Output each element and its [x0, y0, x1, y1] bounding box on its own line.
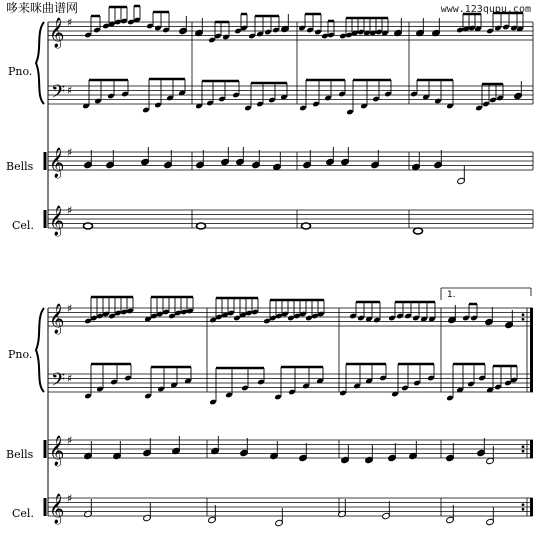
bass-beam-s1-d — [244, 83, 288, 111]
celesta-whole-note-s1-0 — [84, 223, 93, 229]
treble-beam-s1-k — [456, 14, 482, 33]
repeat-dot-lower-2 — [522, 508, 525, 511]
bass-beam-s2-c — [209, 368, 265, 405]
bass-beam-s2-h — [486, 366, 518, 393]
bass-beam-s1-b — [142, 79, 186, 113]
treble-beam-s2-c — [209, 298, 259, 323]
celesta-whole-note-s1-1 — [197, 223, 206, 229]
site-name: 哆来咪曲谱网 — [6, 1, 79, 15]
treble-beam-s1-d — [146, 12, 170, 33]
treble-beam-s2-b — [144, 297, 194, 322]
bass-beam-s1-g — [410, 80, 454, 109]
bass-beam-s2-g — [446, 364, 486, 401]
treble-clef-icon-piano-2: 𝄞 — [49, 304, 65, 334]
key-sharp-1-1: ♯ — [67, 146, 73, 159]
treble-beam-s2-a — [84, 297, 134, 324]
instrument-label-celesta-system2: Cel. — [12, 507, 34, 520]
celesta-whole-note-s1-2 — [302, 223, 311, 229]
instrument-label-piano-system2: Pno. — [8, 348, 33, 361]
treble-clef-icon-bells-1: 𝄞 — [49, 148, 65, 178]
instrument-label-bells-system2: Bells — [6, 448, 34, 461]
bass-beam-s1-a — [82, 80, 129, 109]
key-sharp-bass-2: ♯ — [67, 372, 73, 385]
bass-beam-s1-h — [475, 84, 504, 111]
repeat-thick-line-2 — [530, 498, 533, 516]
site-url: www.123qupu.com — [440, 4, 531, 15]
treble-beam-s2-d — [263, 300, 325, 324]
celesta-whole-note-s1-3 — [414, 228, 423, 234]
repeat-dot-lower-0 — [522, 318, 525, 321]
treble-clef-icon-piano-1: 𝄞 — [49, 18, 65, 48]
treble-beam-s2-f — [388, 302, 436, 322]
bass-beam-s2-d — [274, 367, 324, 400]
repeat-dot-upper-0 — [522, 313, 525, 316]
repeat-dot-upper-1 — [522, 445, 525, 448]
staff-celesta-2 — [48, 498, 533, 516]
piano-brace-2 — [36, 308, 44, 392]
key-sharp-2-2: ♯ — [67, 492, 73, 505]
volta-label: 1. — [447, 290, 456, 300]
instrument-label-piano-system1: Pno. — [8, 65, 33, 78]
treble-beam-s1-i — [321, 21, 335, 39]
instrument-label-bells-system1: Bells — [6, 160, 34, 173]
treble-clef-icon-bells-2: 𝄞 — [49, 436, 65, 466]
key-sharp-2-1: ♯ — [67, 434, 73, 447]
treble-beam-s1-h — [298, 14, 322, 35]
repeat-dot-lower-1 — [522, 450, 525, 453]
instrument-label-celesta-system1: Cel. — [12, 219, 34, 232]
treble-beam-s1-j — [339, 18, 389, 39]
staff-celesta-1 — [48, 210, 533, 228]
repeat-dot-upper-2 — [522, 503, 525, 506]
piano-brace-1 — [36, 22, 44, 104]
bass-beam-s2-a — [84, 364, 132, 399]
repeat-thick-line-0 — [530, 308, 533, 392]
treble-beam-s1-c — [127, 6, 141, 25]
treble-clef-icon-celesta-2: 𝄞 — [49, 494, 65, 524]
treble-beam-s1-a — [84, 16, 101, 38]
bass-beam-s1-e — [299, 80, 346, 111]
key-sharp-1-0: ♯ — [67, 16, 73, 29]
key-sharp-2-0: ♯ — [67, 302, 73, 315]
treble-beam-s1-b — [102, 7, 128, 29]
bass-clef-icon-piano-1: 𝄢 — [51, 82, 66, 107]
bass-beam-s2-e — [339, 364, 387, 396]
bass-beam-s1-f — [346, 80, 392, 115]
repeat-thick-line-1 — [530, 440, 533, 458]
bass-clef-icon-piano-2: 𝄢 — [51, 370, 66, 395]
key-sharp-1-2: ♯ — [67, 204, 73, 217]
staff-bells-1 — [48, 152, 533, 170]
treble-clef-icon-celesta-1: 𝄞 — [49, 206, 65, 236]
key-sharp-bass-1: ♯ — [67, 84, 73, 97]
staff-piano-bass-1 — [48, 86, 533, 104]
